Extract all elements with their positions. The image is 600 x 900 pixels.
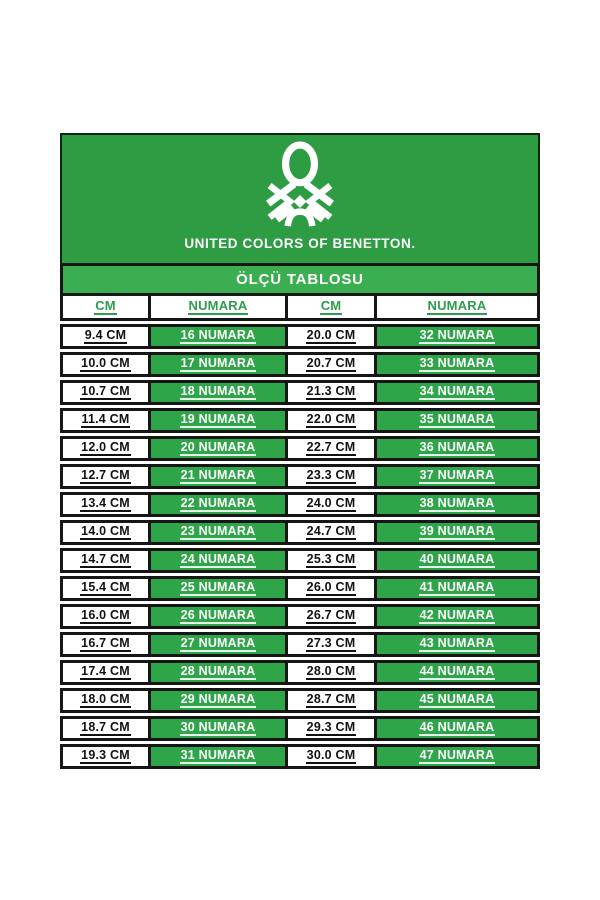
- cm-cell: [285, 380, 377, 405]
- numara-cell: [374, 492, 540, 517]
- cell-text: 18 NUMARA: [180, 385, 257, 401]
- cell-text: 25 NUMARA: [180, 581, 257, 597]
- numara-cell: [374, 660, 540, 685]
- table-row: [60, 576, 540, 601]
- cell-text: 24.0 CM: [306, 497, 357, 513]
- title-band: [60, 263, 540, 296]
- header-label: NUMARA: [427, 298, 487, 313]
- cell-text: 38 NUMARA: [419, 497, 496, 513]
- numara-cell: [374, 604, 540, 629]
- cell-text: 47 NUMARA: [419, 749, 496, 765]
- numara-cell: [148, 324, 288, 349]
- cell-text: 12.7 CM: [80, 469, 131, 485]
- table-row: [60, 744, 540, 769]
- cm-cell: [60, 660, 151, 685]
- cell-text: 44 NUMARA: [419, 665, 496, 681]
- numara-cell: [148, 436, 288, 461]
- cell-text: 22.0 CM: [306, 413, 357, 429]
- cm-cell: [60, 688, 151, 713]
- cm-cell: [285, 520, 377, 545]
- cell-text: 29.3 CM: [306, 721, 357, 737]
- numara-cell: [374, 688, 540, 713]
- cell-text: 21.3 CM: [306, 385, 357, 401]
- cell-text: 16.7 CM: [80, 637, 131, 653]
- cm-cell: [60, 464, 151, 489]
- cell-text: 22.7 CM: [306, 441, 357, 457]
- cm-cell: [60, 492, 151, 517]
- cell-text: 40 NUMARA: [419, 553, 496, 569]
- numara-cell: [374, 324, 540, 349]
- cell-text: 28.7 CM: [306, 693, 357, 709]
- numara-cell: [148, 632, 288, 657]
- cm-cell: [285, 352, 377, 377]
- numara-cell: [374, 380, 540, 405]
- cell-text: 24.7 CM: [306, 525, 357, 541]
- cell-text: 31 NUMARA: [180, 749, 257, 765]
- numara-cell: [148, 548, 288, 573]
- table-row: [60, 380, 540, 405]
- cell-text: 37 NUMARA: [419, 469, 496, 485]
- table-row: [60, 492, 540, 517]
- cell-text: 15.4 CM: [80, 581, 131, 597]
- cm-cell: [285, 548, 377, 573]
- numara-cell: [148, 576, 288, 601]
- numara-cell: [148, 604, 288, 629]
- table-row: [60, 324, 540, 349]
- numara-cell: [148, 688, 288, 713]
- table-header-row: [60, 293, 540, 321]
- cm-cell: [285, 408, 377, 433]
- cm-cell: [60, 380, 151, 405]
- numara-cell: [374, 548, 540, 573]
- cell-text: 12.0 CM: [80, 441, 131, 457]
- cm-cell: [60, 436, 151, 461]
- cell-text: 27 NUMARA: [180, 637, 257, 653]
- table-row: [60, 604, 540, 629]
- cm-cell: [285, 576, 377, 601]
- cell-text: 11.4 CM: [81, 413, 131, 429]
- cm-cell: [285, 660, 377, 685]
- cell-text: 26.0 CM: [306, 581, 357, 597]
- table-row: [60, 408, 540, 433]
- cell-text: 32 NUMARA: [419, 329, 496, 345]
- cm-cell: [60, 632, 151, 657]
- numara-cell: [374, 520, 540, 545]
- cm-cell: [285, 324, 377, 349]
- cell-text: 10.7 CM: [80, 385, 131, 401]
- numara-cell: [374, 408, 540, 433]
- cell-text: 14.0 CM: [80, 525, 131, 541]
- cell-text: 18.7 CM: [80, 721, 131, 737]
- cell-text: 29 NUMARA: [180, 693, 257, 709]
- cell-text: 33 NUMARA: [419, 357, 496, 373]
- cell-text: 18.0 CM: [80, 693, 131, 709]
- cm-cell: [60, 520, 151, 545]
- cell-text: 39 NUMARA: [419, 525, 496, 541]
- numara-cell: [374, 744, 540, 769]
- cm-cell: [60, 324, 151, 349]
- table-body: [60, 324, 540, 769]
- table-row: [60, 548, 540, 573]
- cell-text: 9.4 CM: [84, 329, 128, 345]
- cell-text: 26.7 CM: [306, 609, 357, 625]
- header-label: CM: [95, 298, 116, 313]
- size-chart-sheet: [60, 133, 540, 772]
- cell-text: 30 NUMARA: [180, 721, 257, 737]
- cm-cell: [60, 744, 151, 769]
- cm-cell: [285, 632, 377, 657]
- numara-cell: [148, 464, 288, 489]
- table-row: [60, 520, 540, 545]
- cm-cell: [285, 688, 377, 713]
- brand-header: [60, 133, 540, 263]
- cm-cell: [285, 492, 377, 517]
- numara-cell: [148, 408, 288, 433]
- cell-text: 20.0 CM: [306, 329, 357, 345]
- cell-text: 46 NUMARA: [419, 721, 496, 737]
- cell-text: 42 NUMARA: [419, 609, 496, 625]
- cell-text: 16.0 CM: [80, 609, 131, 625]
- cell-text: 23 NUMARA: [180, 525, 257, 541]
- page-title: ÖLÇÜ TABLOSU: [236, 271, 364, 288]
- cell-text: 26 NUMARA: [180, 609, 257, 625]
- cell-text: 34 NUMARA: [419, 385, 496, 401]
- numara-cell: [148, 380, 288, 405]
- table-row: [60, 464, 540, 489]
- numara-cell: [374, 716, 540, 741]
- cell-text: 43 NUMARA: [419, 637, 496, 653]
- cell-text: 45 NUMARA: [419, 693, 496, 709]
- cm-cell: [285, 716, 377, 741]
- cm-cell: [285, 604, 377, 629]
- numara-cell: [148, 352, 288, 377]
- header-cell-numara-left: [148, 293, 288, 321]
- cell-text: 28.0 CM: [306, 665, 357, 681]
- numara-cell: [148, 744, 288, 769]
- numara-cell: [374, 352, 540, 377]
- cm-cell: [285, 464, 377, 489]
- header-cell-cm-left: [60, 293, 151, 321]
- cell-text: 19.3 CM: [80, 749, 131, 765]
- cell-text: 27.3 CM: [306, 637, 357, 653]
- cell-text: 41 NUMARA: [419, 581, 496, 597]
- cell-text: 28 NUMARA: [180, 665, 257, 681]
- cell-text: 10.0 CM: [80, 357, 131, 373]
- cell-text: 14.7 CM: [80, 553, 131, 569]
- cm-cell: [285, 436, 377, 461]
- table-row: [60, 352, 540, 377]
- cell-text: 17 NUMARA: [180, 357, 257, 373]
- numara-cell: [148, 660, 288, 685]
- cell-text: 21 NUMARA: [180, 469, 257, 485]
- cell-text: 17.4 CM: [80, 665, 131, 681]
- cell-text: 19 NUMARA: [180, 413, 257, 429]
- brand-text: UNITED COLORS OF BENETTON.: [184, 236, 416, 251]
- numara-cell: [148, 716, 288, 741]
- header-cell-numara-right: [374, 293, 540, 321]
- cell-text: 25.3 CM: [306, 553, 357, 569]
- cell-text: 16 NUMARA: [180, 329, 257, 345]
- numara-cell: [374, 464, 540, 489]
- numara-cell: [148, 492, 288, 517]
- cm-cell: [285, 744, 377, 769]
- cm-cell: [60, 716, 151, 741]
- cm-cell: [60, 604, 151, 629]
- cell-text: 35 NUMARA: [419, 413, 496, 429]
- cell-text: 22 NUMARA: [180, 497, 257, 513]
- benetton-knot-logo: [256, 140, 344, 234]
- cell-text: 20 NUMARA: [180, 441, 257, 457]
- numara-cell: [148, 520, 288, 545]
- header-label: CM: [320, 298, 342, 313]
- table-row: [60, 688, 540, 713]
- table-row: [60, 632, 540, 657]
- cell-text: 23.3 CM: [306, 469, 357, 485]
- cm-cell: [60, 576, 151, 601]
- table-row: [60, 716, 540, 741]
- size-table: [60, 293, 540, 769]
- cell-text: 30.0 CM: [306, 749, 357, 765]
- cell-text: 13.4 CM: [80, 497, 131, 513]
- cell-text: 24 NUMARA: [180, 553, 257, 569]
- cell-text: 36 NUMARA: [419, 441, 496, 457]
- numara-cell: [374, 576, 540, 601]
- numara-cell: [374, 632, 540, 657]
- numara-cell: [374, 436, 540, 461]
- header-cell-cm-right: [285, 293, 377, 321]
- table-row: [60, 660, 540, 685]
- cm-cell: [60, 352, 151, 377]
- header-label: NUMARA: [188, 298, 248, 313]
- cm-cell: [60, 408, 151, 433]
- cm-cell: [60, 548, 151, 573]
- cell-text: 20.7 CM: [306, 357, 357, 373]
- table-row: [60, 436, 540, 461]
